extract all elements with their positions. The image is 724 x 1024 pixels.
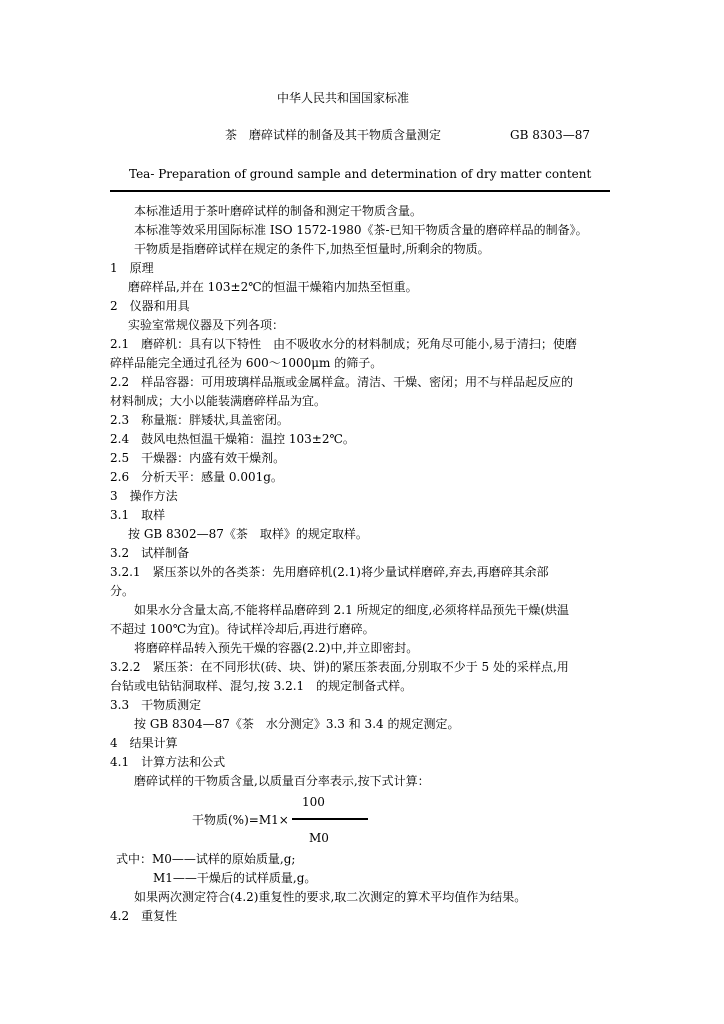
section-heading-3: 3 操作方法 (110, 489, 178, 503)
item-3-2-2-cont: 台钻或电钻钻洞取样、混匀,按 3.2.1 的规定制备式样。 (110, 679, 413, 693)
standard-title-cn: 茶 磨碎试样的制备及其干物质含量测定 (225, 128, 442, 142)
item-2-3: 2.3 称量瓶：胖矮状,具盖密闭。 (110, 413, 289, 427)
paragraph-transfer: 将磨碎样品转入预先干燥的容器(2.2)中,并立即密封。 (134, 641, 419, 655)
item-2-1-cont: 碎样品能完全通过孔径为 600～1000μm 的筛子。 (110, 356, 383, 370)
item-2-6: 2.6 分析天平：感量 0.001g。 (110, 470, 283, 484)
formula-legend-m1: M1——干燥后的试样质量,g。 (153, 871, 317, 885)
paragraph-formula-intro: 磨碎试样的干物质含量,以质量百分率表示,按下式计算： (134, 774, 430, 788)
paragraph-principle: 磨碎样品,并在 103±2℃的恒温干燥箱内加热至恒重。 (128, 280, 418, 294)
paragraph-sampling: 按 GB 8302—87《茶 取样》的规定取样。 (128, 527, 368, 541)
item-3-2-2: 3.2.2 紧压茶：在不同形状(砖、块、饼)的紧压茶表面,分别取不少于 5 处的采样点,用 (110, 660, 569, 674)
section-heading-1: 1 原理 (110, 261, 154, 275)
header-rule (110, 190, 610, 192)
subsection-3-3: 3.3 干物质测定 (110, 698, 202, 712)
formula-numerator: 100 (302, 795, 325, 809)
paragraph-predrying-cont: 不超过 100℃为宜)。待试样冷却后,再进行磨碎。 (110, 622, 375, 636)
paragraph-scope: 本标准适用于茶叶磨碎试样的制备和测定干物质含量。 (134, 204, 423, 218)
standard-title-en: Tea- Preparation of ground sample and determination of dry matter content (129, 167, 592, 181)
formula-legend-m0: 式中：M0——试样的原始质量,g; (116, 852, 296, 866)
formula-fraction-bar (292, 818, 368, 820)
paragraph-result: 如果两次测定符合(4.2)重复性的要求,取二次测定的算术平均值作为结果。 (134, 890, 527, 904)
item-2-2-cont: 材料制成；大小以能装满磨碎样品为宜。 (110, 394, 327, 408)
item-2-1: 2.1 磨碎机：具有以下特性 由不吸收水分的材料制成；死角尽可能小,易于清扫；使磨 (110, 337, 577, 351)
subsection-4-1: 4.1 计算方法和公式 (110, 755, 226, 769)
item-2-2: 2.2 样品容器：可用玻璃样品瓶或金属样盒。清洁、干燥、密闭；用不与样品起反应的 (110, 375, 574, 389)
subsection-3-1: 3.1 取样 (110, 508, 166, 522)
item-3-2-1: 3.2.1 紧压茶以外的各类茶：先用磨碎机(2.1)将少量试样磨碎,弃去,再磨碎其余部 (110, 565, 549, 579)
item-2-5: 2.5 干燥器：内盛有效干燥剂。 (110, 451, 286, 465)
formula-denominator: M0 (309, 831, 329, 845)
paragraph-equivalence: 本标准等效采用国际标准 ISO 1572-1980《茶-已知干物质含量的磨碎样品的制备》。 (134, 223, 588, 237)
subsection-4-2: 4.2 重复性 (110, 909, 178, 923)
formula-lhs: 干物质(%)=M1× (192, 813, 289, 827)
section-heading-4: 4 结果计算 (110, 736, 178, 750)
item-2-4: 2.4 鼓风电热恒温干燥箱：温控 103±2℃。 (110, 432, 355, 446)
subsection-3-2: 3.2 试样制备 (110, 546, 190, 560)
item-3-2-1-cont: 分。 (110, 584, 135, 598)
standard-code: GB 8303—87 (510, 128, 591, 142)
paragraph-predrying: 如果水分含量太高,不能将样品磨碎到 2.1 所规定的细度,必须将样品预先干燥(烘温 (134, 603, 570, 617)
paragraph-definition: 干物质是指磨碎试样在规定的条件下,加热至恒量时,所剩余的物质。 (134, 242, 490, 256)
section-heading-2: 2 仪器和用具 (110, 299, 190, 313)
national-standard-heading: 中华人民共和国国家标准 (277, 91, 410, 105)
paragraph-dry-matter: 按 GB 8304—87《茶 水分测定》3.3 和 3.4 的规定测定。 (134, 717, 460, 731)
paragraph-instruments-intro: 实验室常规仪器及下列各项： (128, 318, 285, 332)
